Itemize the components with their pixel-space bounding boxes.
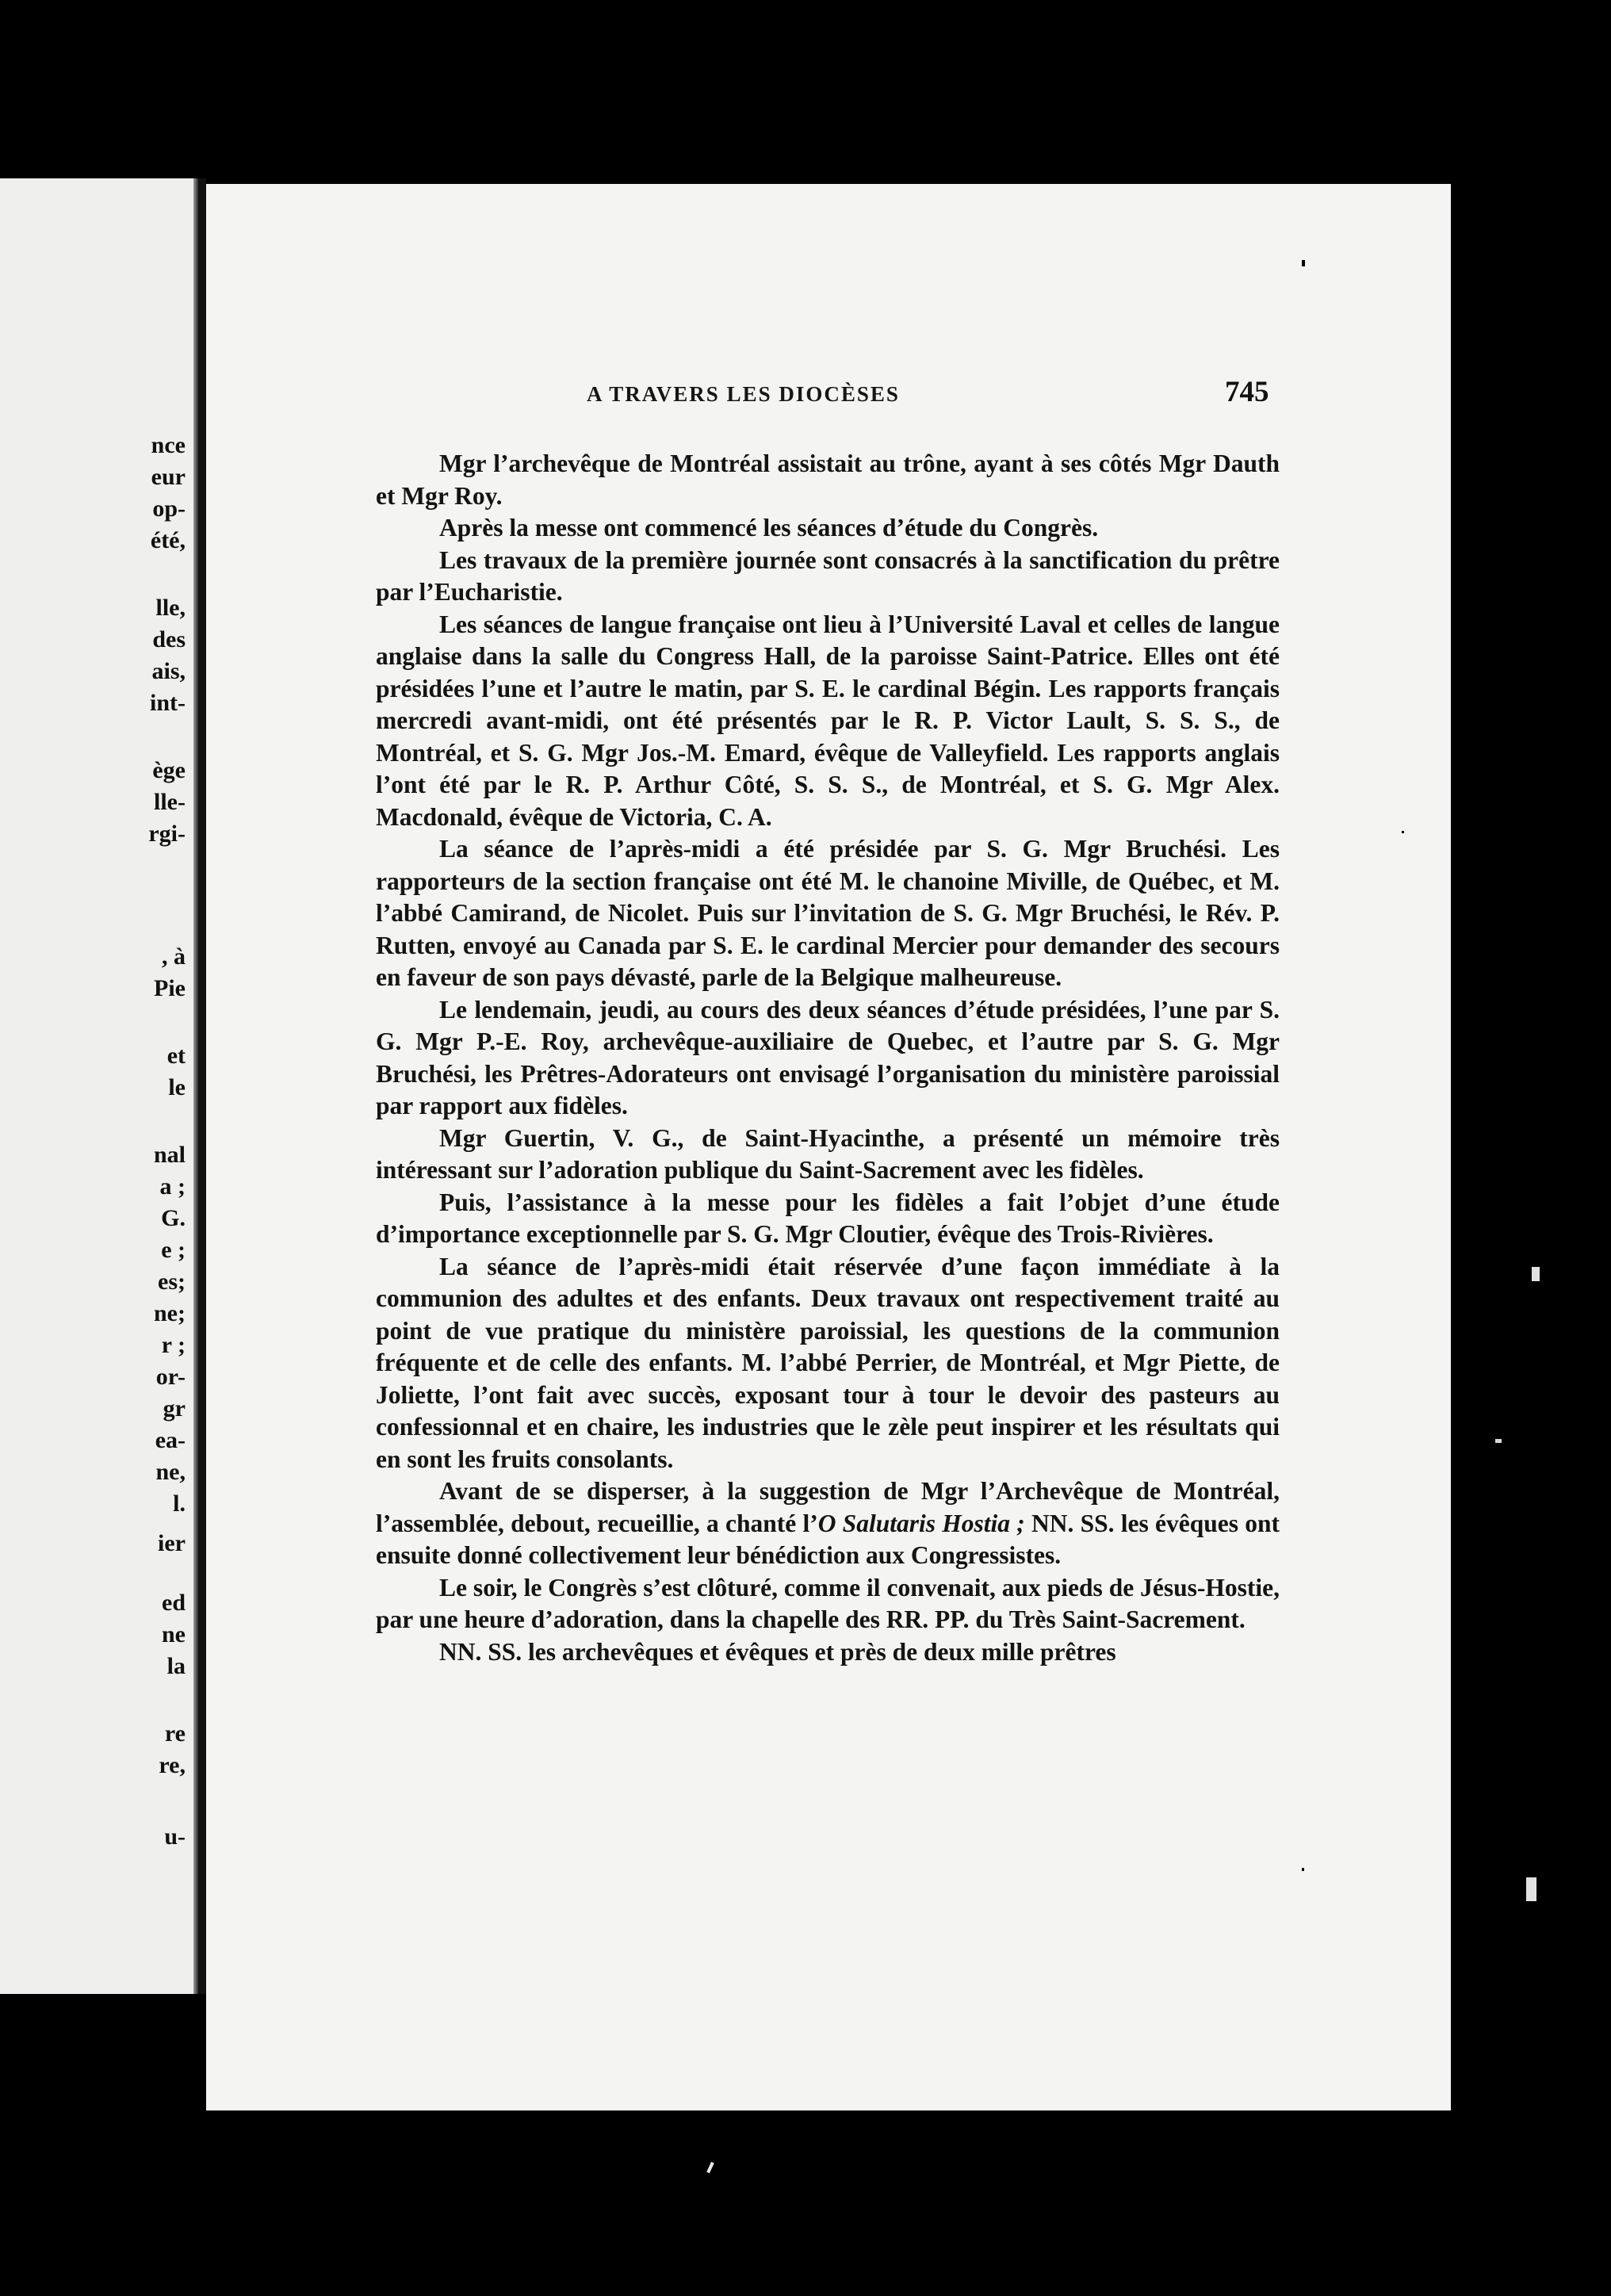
left-fragment: gr <box>163 1395 186 1422</box>
left-fragment: lle- <box>154 789 186 815</box>
left-fragment: es; <box>158 1269 186 1295</box>
left-fragment: ne; <box>154 1300 186 1326</box>
left-fragment: or- <box>155 1364 186 1390</box>
left-fragment: ea- <box>155 1427 186 1453</box>
left-fragment: nal <box>153 1142 186 1168</box>
left-fragment: op- <box>152 496 186 522</box>
paragraph: Après la messe ont commencé les séances d’étude du Congrès. <box>439 514 1099 541</box>
left-fragment: r ; <box>161 1332 186 1358</box>
left-fragment: rgi- <box>148 821 186 847</box>
paragraph: Les séances de langue française ont lieu à l’Université Laval et celles de langue anglaise dans la salle du Congress Hall, de la paroisse Saint-Patrice. Elles ont été présidées l’une et l’autre le matin, par S. E. le cardinal Bégin. Les rapports français mercredi avant-midi, ont été présentés par le R. P. Victor Lault, S. S. S., de Montréal, et S. G. Mgr Jos.-M. Emard, évêque de Valleyfield. Les rapports anglais l’ont été par le R. P. Arthur Côté, S. S. S., de Montréal, et S. G. Mgr Alex. Macdonald, évêque de Victoria, C. A. <box>376 610 1280 831</box>
scan-speck <box>1532 1267 1540 1281</box>
text-run: Avant de se disperser, à la suggestion de Mgr l’Archevêque de Montréal, l’assemblée, debout, recueillie, a chanté l’ <box>376 1477 1280 1537</box>
left-fragment: a ; <box>159 1173 186 1200</box>
scan-speck <box>1302 1868 1304 1871</box>
paragraph: La séance de l’après-midi était réservée d’une façon immédiate à la communion des adultes et des enfants. Deux travaux ont respectivement traité au point de vue pratique du ministère paroissial, les questions de la communion fréquente et de celle des enfants. M. l’abbé Perrier, de Montréal, et Mgr Piette, de Joliette, l’ont fait avec succès, exposant tour à tour le devoir des pasteurs au confessionnal et en chaire, les industries que le zèle peut inspirer et les résultats qui en sont les fruits consolants. <box>376 1252 1280 1473</box>
paragraph: Puis, l’assistance à la messe pour les fidèles a fait l’objet d’une étude d’importance exceptionnelle par S. G. Mgr Cloutier, évêque des Trois-Rivières. <box>376 1188 1280 1248</box>
left-fragment: G. <box>161 1205 186 1231</box>
scan-speck <box>1402 831 1404 833</box>
scan-speck <box>1526 1877 1536 1901</box>
paragraph: Mgr l’archevêque de Montréal assistait au trône, ayant à ses côtés Mgr Dauth et Mgr Roy. <box>376 450 1280 510</box>
page-number: 745 <box>1225 376 1269 408</box>
left-fragment: des <box>152 626 186 652</box>
paragraph: NN. SS. les archevêques et évêques et près de deux mille prêtres <box>439 1637 1116 1666</box>
paragraph: Les travaux de la première journée sont consacrés à la sanctification du prêtre par l’Eucharistie. <box>376 545 1280 606</box>
left-fragment: re, <box>159 1752 186 1778</box>
book-gutter <box>198 178 206 1994</box>
paragraph: Le lendemain, jeudi, au cours des deux séances d’étude présidées, l’une par S. G. Mgr P.-E. Roy, archevêque-auxiliaire de Quebec, et l’autre par S. G. Mgr Bruchési, les Prêtres-Adorateurs ont envisagé l’organisation du ministère paroissial par rapport aux fidèles. <box>376 995 1280 1119</box>
scan-speck <box>1302 260 1305 266</box>
running-head: A TRAVERS LES DIOCÈSES <box>587 382 900 406</box>
left-fragment: nce <box>151 432 186 458</box>
latin-hymn-title: O Salutaris Hostia ; <box>817 1509 1025 1537</box>
left-fragment: e ; <box>161 1237 186 1263</box>
left-fragment: eur <box>151 464 186 490</box>
paragraph: Mgr Guertin, V. G., de Saint-Hyacinthe, a présenté un mémoire très intéressant sur l’adoration publique du Saint-Sacrement avec les fidèles. <box>376 1123 1280 1184</box>
text-run: NN. SS. les évêques ont ensuite donné collectivement leur bénédiction aux Congressistes. <box>376 1509 1280 1569</box>
left-fragment: ne <box>162 1621 186 1647</box>
paragraph: La séance de l’après-midi a été présidée par S. G. Mgr Bruchési. Les rapporteurs de la section française ont été M. le chanoine Miville, de Québec, et M. l’abbé Camirand, de Nicolet. Puis sur l’invitation de S. G. Mgr Bruchési, le Rév. P. Rutten, envoyé au Canada par S. E. le cardinal Mercier pour demander des secours en faveur de son pays dévasté, parle de la Belgique malheureuse. <box>376 835 1280 991</box>
left-fragment: int- <box>150 690 186 716</box>
left-fragment: ne, <box>155 1459 186 1485</box>
body-text <box>376 448 1280 1668</box>
left-fragment: ège <box>152 757 186 783</box>
paragraph <box>376 1475 1280 1572</box>
left-fragment: ais, <box>151 658 186 684</box>
left-fragment: u- <box>164 1823 186 1850</box>
left-fragment: la <box>166 1653 186 1679</box>
left-fragment: Pie <box>154 975 186 1001</box>
left-fragment: lle, <box>155 595 186 621</box>
scan-speck <box>1495 1439 1502 1443</box>
left-fragment: re <box>164 1720 186 1747</box>
left-fragment: le <box>168 1074 186 1100</box>
scan-speck <box>706 2162 714 2173</box>
left-fragment: ed <box>162 1590 186 1616</box>
paragraph: Le soir, le Congrès s’est clôturé, comme il convenait, aux pieds de Jésus-Hostie, par une heure d’adoration, dans la chapelle des RR. PP. du Très Saint-Sacrement. <box>376 1573 1280 1633</box>
left-fragment: et <box>166 1043 186 1069</box>
left-fragment: , à <box>162 943 186 970</box>
left-fragment: l. <box>173 1490 186 1517</box>
left-fragment: été, <box>150 527 186 553</box>
left-fragment: ier <box>158 1530 186 1556</box>
